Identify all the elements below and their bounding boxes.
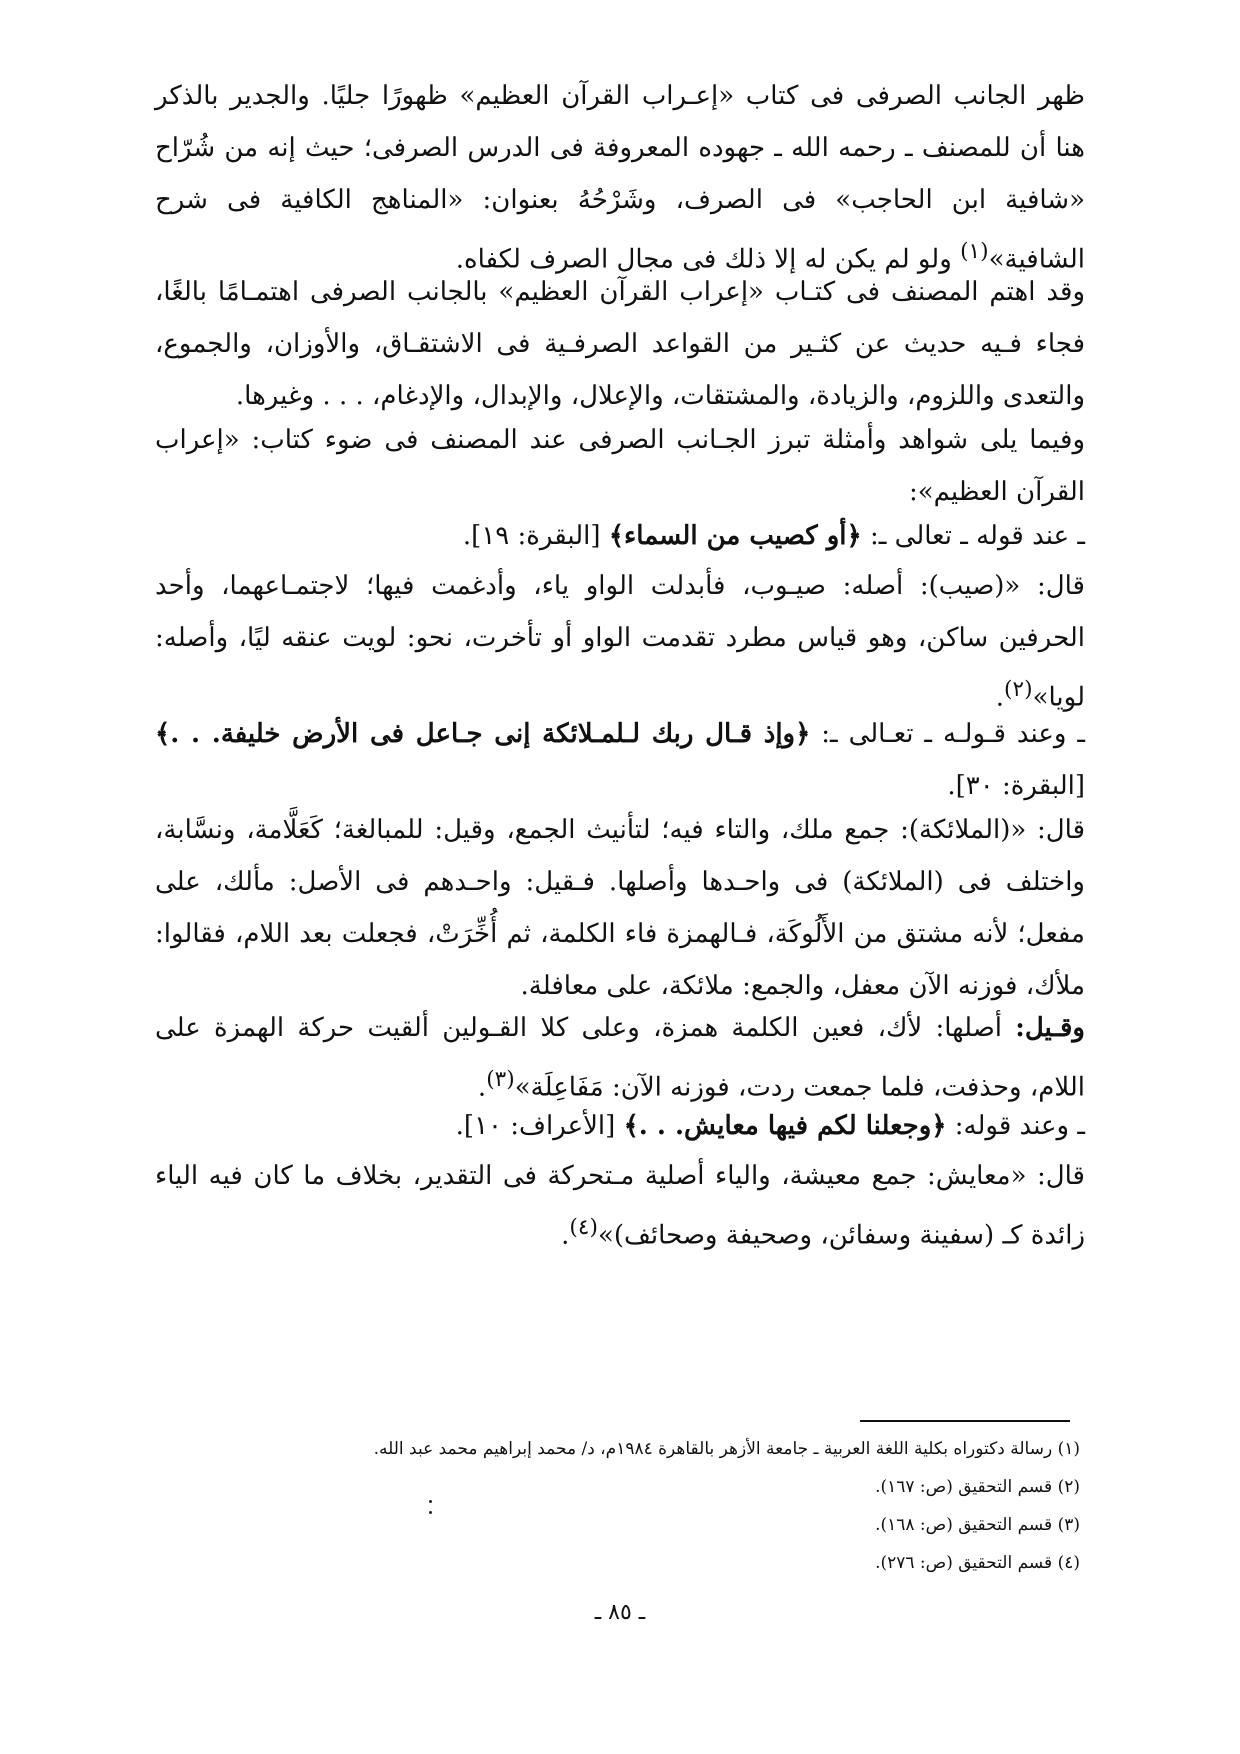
paragraph-text: قال: «(صيب): أصله: صيـوب، فأبدلت الواو ياء، وأدغمت فيها؛ لاجتمـاعهما، وأحد الحرفين ساكن، وهو قياس مطرد تقدمت الواو أو تأخرت، نحو: لويت عنقه ليًا، وأصله: لويا» [155, 571, 1085, 713]
paragraph-text: أصلها: لأك، فعين الكلمة همزة، وعلى كلا القـولين ألقيت حركة الهمزة على اللام، وحذفت، فلما جمعت ردت، فوزنه الآن: مَفَاعِلَة» [155, 1013, 1085, 1103]
paragraph-text: قال: «(الملائكة): جمع ملك، والتاء فيه؛ لتأنيث الجمع، وقيل: للمبالغة؛ كَعَلَّامة، ونسَّابة، واختلف فى (الملائكة) فى واحـدها وأصلها. فـقيل: واحـدهم فى الأصل: مألك، على مفعل؛ لأنه مشتق من الأَلُوكَة، فـالهمزة فاء الكلمة، ثم أُخِّرَتْ، فجعلت بعد اللام، فقالوا: ملأك، فوزنه الآن معفل، والجمع: ملائكة، على معافلة. [155, 815, 1085, 1001]
verse-citation: [البقرة: ١٩]. [462, 521, 609, 551]
footnote-ref[interactable]: (٣) [486, 1067, 515, 1092]
footnote-item: (٢) قسم التحقيق (ص: ١٦٧). [875, 1477, 1080, 1497]
paragraph-2 [155, 266, 1085, 422]
paragraph-3 [155, 414, 1085, 518]
verse-citation: [الأعراف: ١٠]. [455, 1111, 624, 1141]
paragraph-text: . [995, 682, 1005, 713]
page-number: ـ ٨٥ ـ [594, 1600, 646, 1625]
paragraph-6 [155, 708, 1085, 812]
paragraph-text: ظهر الجانب الصرفى فى كتاب «إعـراب القرآن العظيم» ظهورًا جليًا. والجدير بالذكر هنا أن للمصنف ـ رحمه الله ـ جهوده المعروفة فى الدرس الصرفى؛ حيث إنه من شُرّاح «شافية ابن الحاجب» فى الصرف، وشَرْحُهُ بعنوان: «المناهج الكافية فى شرح الشافية» [155, 81, 1085, 275]
paragraph-text: ـ وعند قـولـه ـ تعـالى ـ: [810, 719, 1085, 749]
bold-lead: وقـيل: [1015, 1013, 1085, 1043]
paragraph-4 [155, 510, 1085, 562]
paragraph-8 [155, 1002, 1085, 1114]
footnote-ref[interactable]: (٤) [569, 1215, 598, 1240]
paragraph-10 [155, 1150, 1085, 1262]
paragraph-text: ـ عند قوله ـ تعالى ـ: [861, 521, 1085, 551]
footnote-ref[interactable]: (٢) [1004, 677, 1033, 702]
verse-citation: [البقرة: ٣٠]. [947, 771, 1085, 801]
quran-verse: ﴿أو كصيب من السماء﴾ [608, 521, 862, 551]
paragraph-text: ـ وعند قوله: [946, 1111, 1085, 1141]
paragraph-5 [155, 560, 1085, 724]
footnote-item: (٤) قسم التحقيق (ص: ٢٧٦). [875, 1553, 1080, 1573]
footnotes-list [160, 1430, 1080, 1582]
quran-verse: ﴿وإذ قـال ربك لـلمـلائكة إنى جـاعل فى الأرض خليفة. . .﴾ [155, 719, 811, 749]
paragraph-text: قال: «معايش: جمع معيشة، والياء أصلية مـتحركة فى التقدير، بخلاف ما كان فيه الياء زائدة كـ (سفينة وسفائن، وصحيفة وصحائف)» [155, 1161, 1085, 1251]
paragraph-text: . [561, 1220, 570, 1251]
paragraph-text: . [477, 1072, 487, 1103]
scan-speck [428, 1500, 432, 1526]
paragraph-text: ولو لم يكن له إلا ذلك فى مجال الصرف لكفاه. [455, 244, 961, 275]
footnote-separator [860, 1420, 1070, 1422]
paragraph-7 [155, 804, 1085, 1012]
paragraph-1 [155, 70, 1085, 286]
paragraph-9 [155, 1100, 1085, 1152]
quran-verse: ﴿وجعلنا لكم فيها معايش. . .﴾ [623, 1111, 947, 1141]
footnote-ref[interactable]: (١) [960, 239, 989, 264]
paragraph-text: وقد اهتم المصنف فى كتـاب «إعراب القرآن العظيم» بالجانب الصرفى اهتمـامًا بالغًا، فجاء فـيه حديث عن كثـير من القواعد الصرفـية فى الاشتقـاق، والأوزان، والجموع، والتعدى واللزوم، والزيادة، والمشتقات، والإعلال، والإبدال، والإدغام، . . . وغيرها. [155, 277, 1085, 411]
paragraph-text: وفيما يلى شواهد وأمثلة تبرز الجـانب الصرفى عند المصنف فى ضوء كتاب: «إعراب القرآن العظيم»: [155, 425, 1085, 507]
footnote-item: (٣) قسم التحقيق (ص: ١٦٨). [875, 1515, 1080, 1535]
footnote-item: (١) رسالة دكتوراه بكلية اللغة العربية ـ جامعة الأزهر بالقاهرة ١٩٨٤م، د/ محمد إبراهيم محمد عبد الله. [373, 1439, 1080, 1459]
